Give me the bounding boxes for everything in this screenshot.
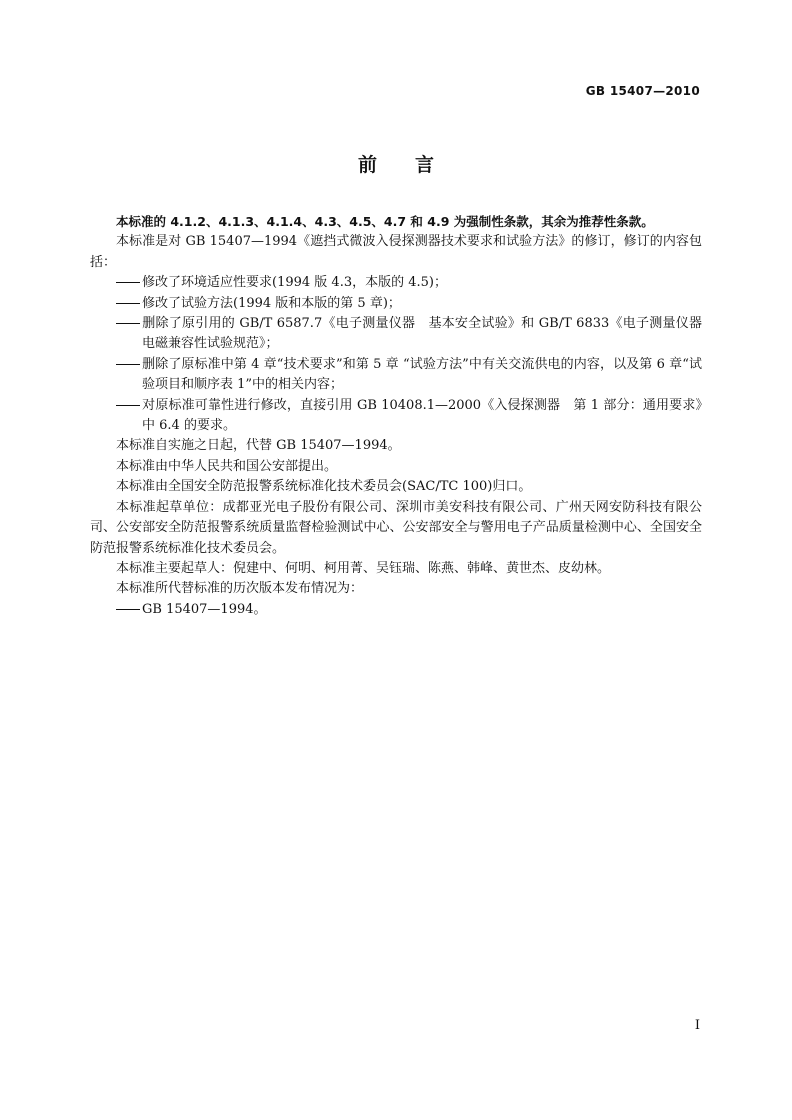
document-body: [90, 212, 702, 620]
change-item-text: 修改了试验方法(1994 版和本版的第 5 章)；: [142, 295, 401, 311]
revision-intro-paragraph: 本标准是对 GB 15407—1994《遮挡式微波入侵探测器技术要求和试验方法》的修订，修订的内容包括：: [90, 234, 702, 270]
committee-paragraph: 本标准由全国安全防范报警系统标准化技术委员会(SAC/TC 100)归口。: [116, 479, 532, 495]
dash-marker: [116, 396, 142, 416]
dash-marker: [116, 314, 142, 334]
change-item: [90, 314, 702, 355]
dash-marker: [116, 273, 142, 293]
page-title: 前言: [357, 154, 472, 176]
change-item-text: 删除了原标准中第 4 章“技术要求”和第 5 章 “试验方法”中有关交流供电的内容，以及第 6 章“试验项目和顺序表 1”中的相关内容；: [142, 356, 702, 393]
dash-marker: [116, 294, 142, 314]
version-history-paragraph: 本标准所代替标准的历次版本发布情况为：: [116, 581, 364, 597]
mandatory-clause-paragraph: 本标准的 4.1.2、4.1.3、4.1.4、4.3、4.5、4.7 和 4.9 为强制性条款，其余为推荐性条款。: [116, 214, 654, 229]
change-item-text: 删除了原引用的 GB/T 6587.7《电子测量仪器 基本安全试验》和 GB/T 6833《电子测量仪器电磁兼容性试验规范》；: [142, 316, 702, 352]
change-item: [90, 273, 702, 293]
proposer-paragraph: 本标准由中华人民共和国公安部提出。: [116, 458, 338, 474]
replacement-paragraph: 本标准自实施之日起，代替 GB 15407—1994。: [116, 438, 401, 454]
change-item-text: 修改了环境适应性要求(1994 版 4.3，本版的 4.5)；: [142, 275, 447, 291]
previous-version-text: GB 15407—1994。: [142, 601, 267, 617]
change-item: [90, 396, 702, 437]
change-item-text: 对原标准可靠性进行修改，直接引用 GB 10408.1—2000《入侵探测器 第 1 部分：通用要求》中 6.4 的要求。: [142, 397, 702, 434]
dash-marker: [116, 355, 142, 375]
change-item: [90, 355, 702, 396]
drafting-units-paragraph: 本标准起草单位：成都亚光电子股份有限公司、深圳市美安科技有限公司、广州天网安防科技有限公司、公安部安全防范报警系统质量监督检验测试中心、公安部安全与警用电子产品质量检测中心、全国安全防范报警系统标准化技术委员会。: [90, 499, 702, 556]
previous-version-item: [90, 600, 702, 620]
change-item: [90, 294, 702, 314]
page-number: I: [694, 1018, 700, 1033]
drafters-paragraph: 本标准主要起草人：倪建中、何明、柯用菁、吴钰瑞、陈燕、韩峰、黄世杰、皮幼林。: [116, 560, 611, 576]
standard-number: GB 15407—2010: [585, 84, 700, 98]
dash-marker: [116, 600, 142, 620]
